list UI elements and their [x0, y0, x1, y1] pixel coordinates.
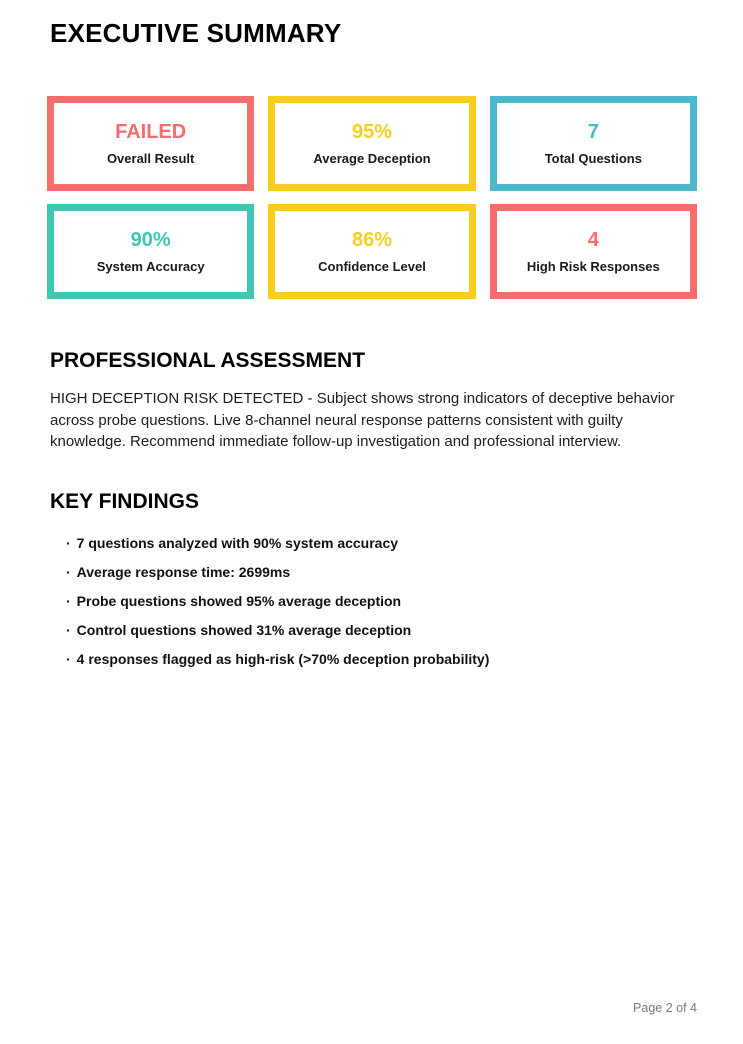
page-title: EXECUTIVE SUMMARY — [50, 18, 342, 48]
finding-text: Probe questions showed 95% average deception — [76, 592, 402, 609]
stat-value: 95% — [351, 121, 392, 143]
findings-heading: KEY FINDINGS — [50, 489, 199, 513]
assessment-heading: PROFESSIONAL ASSESSMENT — [50, 349, 366, 372]
summary-stat-cards — [47, 96, 697, 299]
bullet-glyph: · — [66, 621, 71, 638]
finding-item — [66, 535, 697, 552]
stat-value: 90% — [130, 229, 171, 251]
finding-item — [66, 622, 697, 639]
stat-label: System Accuracy — [96, 259, 205, 274]
bullet-glyph: · — [66, 534, 71, 551]
finding-text: Average response time: 2699ms — [76, 563, 291, 580]
stat-card-confidence-level — [268, 204, 475, 299]
page-number: Page 2 of 4 — [633, 1001, 697, 1015]
stat-card-total-questions — [490, 96, 697, 191]
finding-text: 4 responses flagged as high-risk (>70% deception probability) — [76, 650, 490, 667]
professional-assessment-section — [50, 349, 697, 453]
finding-text: 7 questions analyzed with 90% system accuracy — [76, 534, 399, 551]
stat-value: 7 — [587, 121, 599, 143]
key-findings-section — [50, 490, 697, 668]
stat-value: 86% — [351, 229, 392, 251]
stat-card-high-risk-responses — [490, 204, 697, 299]
stat-label: Average Deception — [313, 151, 431, 166]
stat-card-overall-result — [47, 96, 254, 191]
finding-item — [66, 564, 697, 581]
stat-card-average-deception — [268, 96, 475, 191]
stat-value: FAILED — [115, 121, 187, 143]
stat-label: Overall Result — [106, 151, 195, 166]
stat-label: Confidence Level — [318, 259, 426, 274]
bullet-glyph: · — [66, 563, 71, 580]
assessment-body-text: HIGH DECEPTION RISK DETECTED - Subject shows strong indicators of deceptive behavior across probe questions. Live 8-channel neural response patterns consistent with guilty knowledge. Recommend immediate follow-up investigation and professional interview. — [50, 390, 675, 450]
stat-value: 4 — [587, 229, 599, 251]
bullet-glyph: · — [66, 650, 71, 667]
stat-card-system-accuracy — [47, 204, 254, 299]
stat-label: Total Questions — [544, 151, 642, 166]
finding-item — [66, 593, 697, 610]
stat-label: High Risk Responses — [526, 259, 660, 274]
findings-list — [50, 535, 697, 668]
finding-item — [66, 651, 697, 668]
bullet-glyph: · — [66, 592, 71, 609]
finding-text: Control questions showed 31% average deception — [76, 621, 412, 638]
